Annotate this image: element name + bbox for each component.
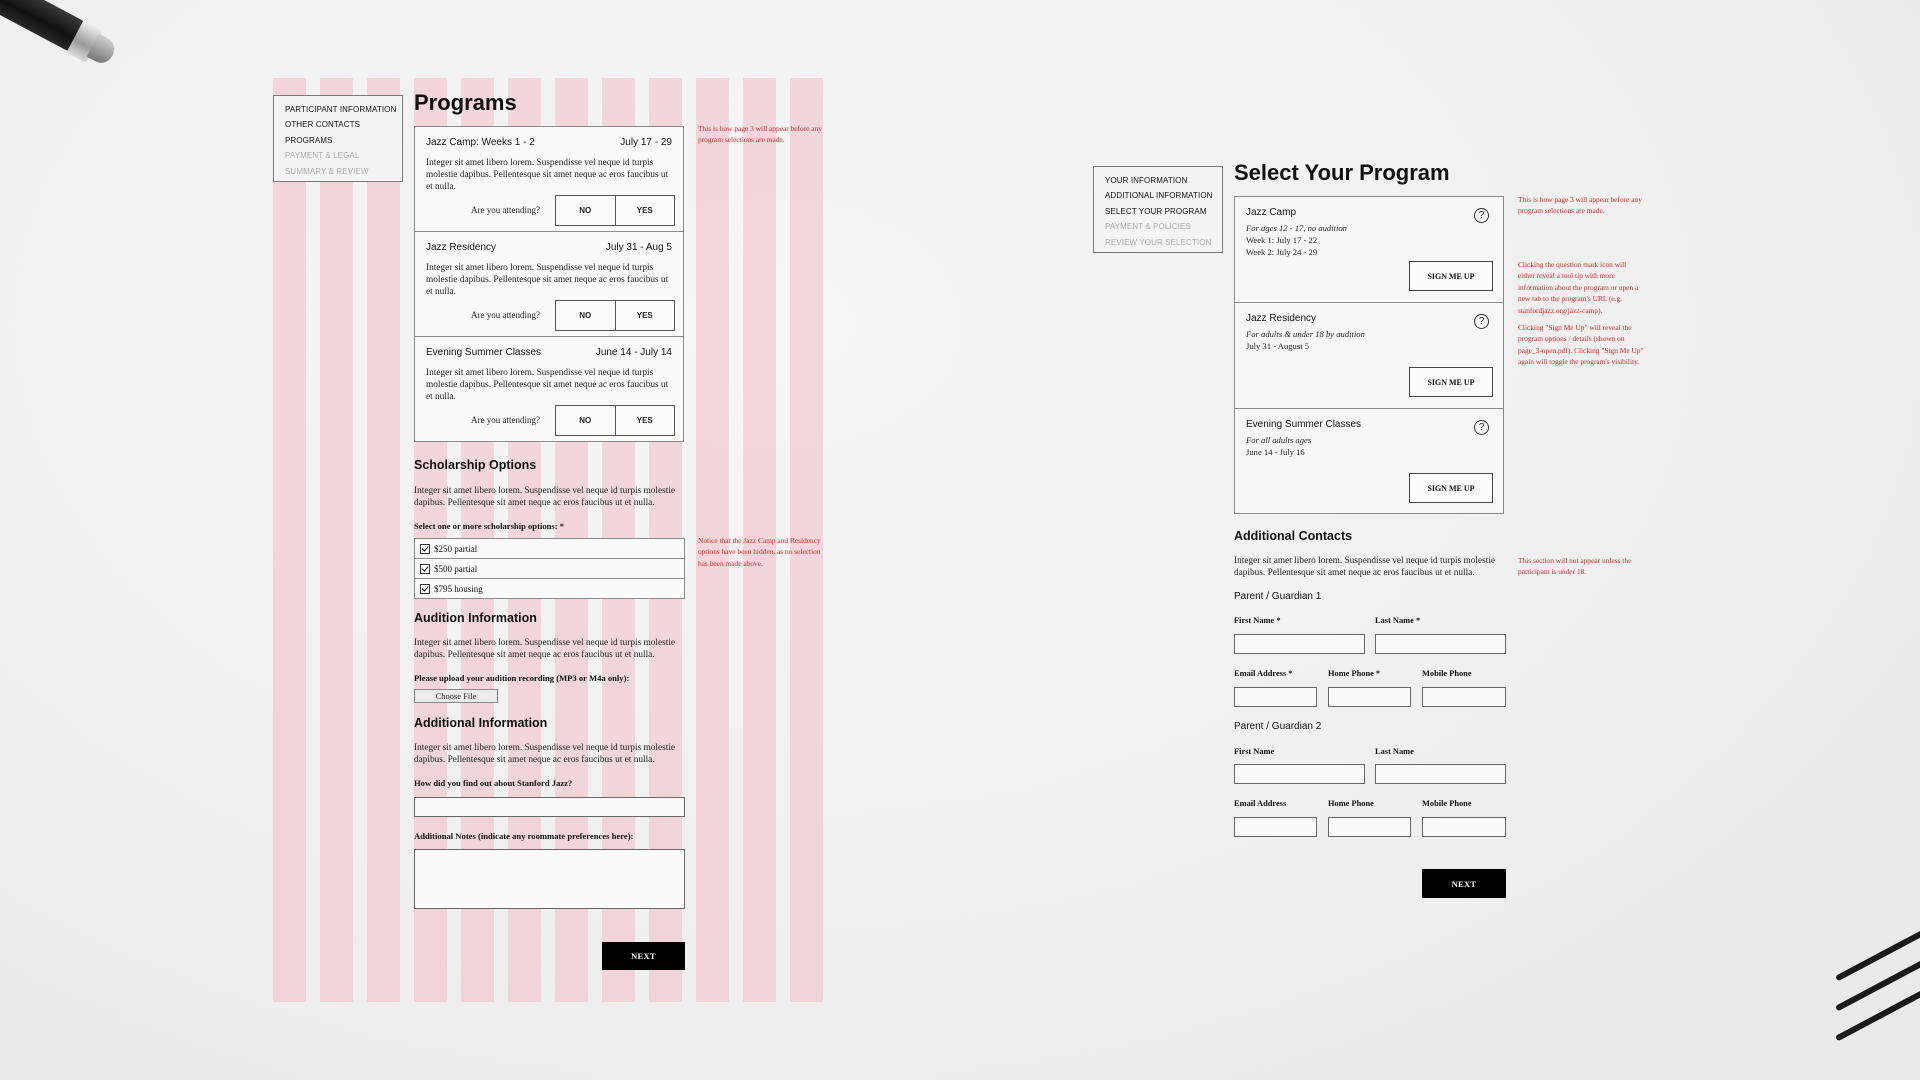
nav-item-other-contacts[interactable]: OTHER CONTACTS xyxy=(285,120,361,130)
g2-last-name-input[interactable] xyxy=(1375,764,1506,784)
additional-contacts-description: Integer sit amet libero lorem. Suspendisse vel neque id turpis molestie dapibus. Pellentesque sit amet neque ac eros faucibus ut et nulla. xyxy=(1234,556,1496,579)
select-program-title: Select Your Program xyxy=(1234,160,1450,185)
grid-column xyxy=(367,78,400,1002)
g1-home-phone-label: Home Phone * xyxy=(1328,669,1381,678)
nav-item-additional-information[interactable]: ADDITIONAL INFORMATION xyxy=(1105,191,1213,201)
guardian-2-heading: Parent / Guardian 2 xyxy=(1234,721,1322,732)
program-title: Jazz Residency xyxy=(1246,313,1317,324)
page-title: Programs xyxy=(414,90,517,115)
sign-me-up-button[interactable]: SIGN ME UP xyxy=(1409,473,1493,503)
g2-home-phone-label: Home Phone xyxy=(1328,799,1374,808)
g1-home-phone-input[interactable] xyxy=(1328,687,1411,707)
nav-item-payment-policies[interactable]: PAYMENT & POLICIES xyxy=(1105,222,1191,232)
g1-mobile-phone-input[interactable] xyxy=(1422,687,1506,707)
program-date-line: July 31 - August 5 xyxy=(1246,341,1310,351)
program-description: Integer sit amet libero lorem. Suspendisse vel neque id turpis molestie dapibus. Pellentesque sit amet neque ac eros faucibus ut et nulla. xyxy=(426,368,669,403)
nav-item-review-selection[interactable]: REVIEW YOUR SELECTION xyxy=(1105,237,1212,247)
guardian-1-heading: Parent / Guardian 1 xyxy=(1234,591,1322,602)
option-label: $795 housing xyxy=(434,583,483,594)
g2-email-label: Email Address xyxy=(1234,799,1287,808)
question-mark-icon[interactable]: ? xyxy=(1474,420,1489,435)
g2-first-name-input[interactable] xyxy=(1234,764,1365,784)
program-audience: For all adults ages xyxy=(1246,435,1312,445)
binder-clip-decoration xyxy=(1820,940,1920,1060)
select-program-list xyxy=(1234,196,1504,514)
no-button[interactable]: NO xyxy=(556,196,616,225)
g2-email-input[interactable] xyxy=(1234,817,1317,837)
attending-toggle xyxy=(555,405,675,436)
sign-me-up-button[interactable]: SIGN ME UP xyxy=(1409,261,1493,291)
program-card-evening-summer-classes xyxy=(415,337,683,442)
option-label: $250 partial xyxy=(434,543,478,554)
g2-mobile-phone-input[interactable] xyxy=(1422,817,1506,837)
notes-textarea[interactable] xyxy=(414,849,685,909)
annotation-hidden-options: Notice that the Jazz Camp and Residency options have been hidden, as no selection has been made above. xyxy=(698,536,821,568)
sign-me-up-button[interactable]: SIGN ME UP xyxy=(1409,367,1493,397)
annotation-page3-right: This is how page 3 will appear before any program selections are made. xyxy=(1518,195,1642,216)
program-title: Jazz Camp: Weeks 1 - 2 xyxy=(426,137,535,148)
attending-question: Are you attending? xyxy=(471,310,540,320)
pen-decoration xyxy=(0,0,155,101)
select-card-jazz-camp xyxy=(1235,197,1503,303)
g1-first-name-label: First Name * xyxy=(1234,616,1281,625)
found-out-input[interactable] xyxy=(414,797,685,817)
g2-mobile-phone-label: Mobile Phone xyxy=(1422,799,1472,808)
annotation-sign-me-up: Clicking "Sign Me Up" will reveal the program options / details (shown on page_3-open.pdf). Clicking "Sign Me Up" again will toggle the program's visibility. xyxy=(1518,323,1644,367)
program-audience: For ages 12 - 17, no audition xyxy=(1246,223,1347,233)
option-label: $500 partial xyxy=(434,563,478,574)
nav-item-participant-information[interactable]: PARTICIPANT INFORMATION xyxy=(285,105,397,114)
program-title: Evening Summer Classes xyxy=(426,347,542,358)
select-card-evening-summer-classes xyxy=(1235,409,1503,515)
annotation-under-18: This section will not appear unless the participant is under 18. xyxy=(1518,556,1632,577)
g1-last-name-label: Last Name * xyxy=(1375,616,1421,625)
g1-email-label: Email Address * xyxy=(1234,669,1293,678)
audition-description: Integer sit amet libero lorem. Suspendisse vel neque id turpis molestie dapibus. Pellentesque sit amet neque ac eros faucibus ut et nulla. xyxy=(414,638,676,661)
right-next-button[interactable]: NEXT xyxy=(1422,869,1506,898)
g1-first-name-input[interactable] xyxy=(1234,634,1365,654)
checkbox-checked-icon[interactable] xyxy=(420,544,430,554)
program-date-line: Week 1: July 17 - 22 xyxy=(1246,235,1318,245)
found-out-label: How did you find out about Stanford Jazz? xyxy=(414,778,573,788)
question-mark-icon[interactable]: ? xyxy=(1474,208,1489,223)
grid-column xyxy=(273,78,306,1002)
g1-mobile-phone-label: Mobile Phone xyxy=(1422,669,1472,678)
annotation-question-icon: Clicking the question mark icon will either reveal a tool tip with more information about the program or open a new tab to the program's URL (e.g. stanfordjazz.org/jazz-camp). xyxy=(1518,260,1639,315)
choose-file-button[interactable]: Choose File xyxy=(414,689,498,703)
program-description: Integer sit amet libero lorem. Suspendisse vel neque id turpis molestie dapibus. Pellentesque sit amet neque ac eros faucibus ut et nulla. xyxy=(426,263,669,298)
program-dates: July 31 - Aug 5 xyxy=(605,242,672,253)
g1-email-input[interactable] xyxy=(1234,687,1317,707)
checkbox-checked-icon[interactable] xyxy=(420,564,430,574)
program-title: Jazz Camp xyxy=(1246,207,1297,218)
attending-toggle xyxy=(555,195,675,226)
scholarship-option-500[interactable] xyxy=(415,559,684,579)
upload-label: Please upload your audition recording (MP3 or M4a only): xyxy=(414,673,630,683)
grid-column xyxy=(320,78,353,1002)
yes-button[interactable]: YES xyxy=(636,416,653,425)
g2-last-name-label: Last Name xyxy=(1375,747,1414,756)
program-date-line: June 14 - July 16 xyxy=(1246,447,1305,457)
yes-button[interactable]: YES xyxy=(636,311,653,320)
attending-question: Are you attending? xyxy=(471,415,540,425)
nav-item-payment-legal[interactable]: PAYMENT & LEGAL xyxy=(285,151,360,161)
right-step-nav xyxy=(1093,166,1223,253)
program-card-jazz-camp xyxy=(415,127,683,232)
no-button[interactable]: NO xyxy=(556,406,616,435)
nav-item-summary-review[interactable]: SUMMARY & REVIEW xyxy=(285,166,369,176)
g2-first-name-label: First Name xyxy=(1234,747,1275,756)
no-button[interactable]: NO xyxy=(556,301,616,330)
scholarship-select-label: Select one or more scholarship options: * xyxy=(414,521,565,531)
additional-info-description: Integer sit amet libero lorem. Suspendisse vel neque id turpis molestie dapibus. Pellentesque sit amet neque ac eros faucibus ut et nulla. xyxy=(414,743,676,766)
program-audience: For adults & under 18 by audition xyxy=(1246,329,1365,339)
additional-contacts-heading: Additional Contacts xyxy=(1234,529,1353,543)
g1-last-name-input[interactable] xyxy=(1375,634,1506,654)
nav-item-select-your-program[interactable]: SELECT YOUR PROGRAM xyxy=(1105,206,1207,216)
yes-button[interactable]: YES xyxy=(636,206,653,215)
scholarship-checkbox-group xyxy=(414,538,685,599)
left-next-button[interactable]: NEXT xyxy=(602,942,685,970)
checkbox-checked-icon[interactable] xyxy=(420,584,430,594)
nav-item-programs[interactable]: PROGRAMS xyxy=(285,135,333,145)
g2-home-phone-input[interactable] xyxy=(1328,817,1411,837)
select-card-jazz-residency xyxy=(1235,303,1503,409)
audition-heading: Audition Information xyxy=(414,611,537,625)
scholarship-heading: Scholarship Options xyxy=(414,458,537,472)
scholarship-description: Integer sit amet libero lorem. Suspendisse vel neque id turpis molestie dapibus. Pellentesque sit amet neque ac eros faucibus ut et nulla. xyxy=(414,486,676,509)
annotation-page3-left: This is how page 3 will appear before any program selections are made. xyxy=(698,124,822,145)
nav-item-your-information[interactable]: YOUR INFORMATION xyxy=(1105,176,1188,185)
notes-label: Additional Notes (indicate any roommate preferences here): xyxy=(414,831,634,841)
program-dates: June 14 - July 14 xyxy=(595,347,672,358)
program-dates: July 17 - 29 xyxy=(620,137,672,148)
program-date-line: Week 2: July 24 - 29 xyxy=(1246,247,1318,257)
program-description: Integer sit amet libero lorem. Suspendisse vel neque id turpis molestie dapibus. Pellentesque sit amet neque ac eros faucibus ut et nulla. xyxy=(426,158,669,193)
question-mark-icon[interactable]: ? xyxy=(1474,314,1489,329)
attending-toggle xyxy=(555,300,675,331)
program-card-jazz-residency xyxy=(415,232,683,337)
additional-info-heading: Additional Information xyxy=(414,716,548,730)
program-title: Jazz Residency xyxy=(426,242,497,253)
scholarship-option-795[interactable] xyxy=(415,579,684,598)
left-step-nav xyxy=(273,95,403,182)
attending-question: Are you attending? xyxy=(471,205,540,215)
scholarship-option-250[interactable] xyxy=(415,539,684,559)
program-list xyxy=(414,126,684,442)
program-title: Evening Summer Classes xyxy=(1246,419,1362,430)
